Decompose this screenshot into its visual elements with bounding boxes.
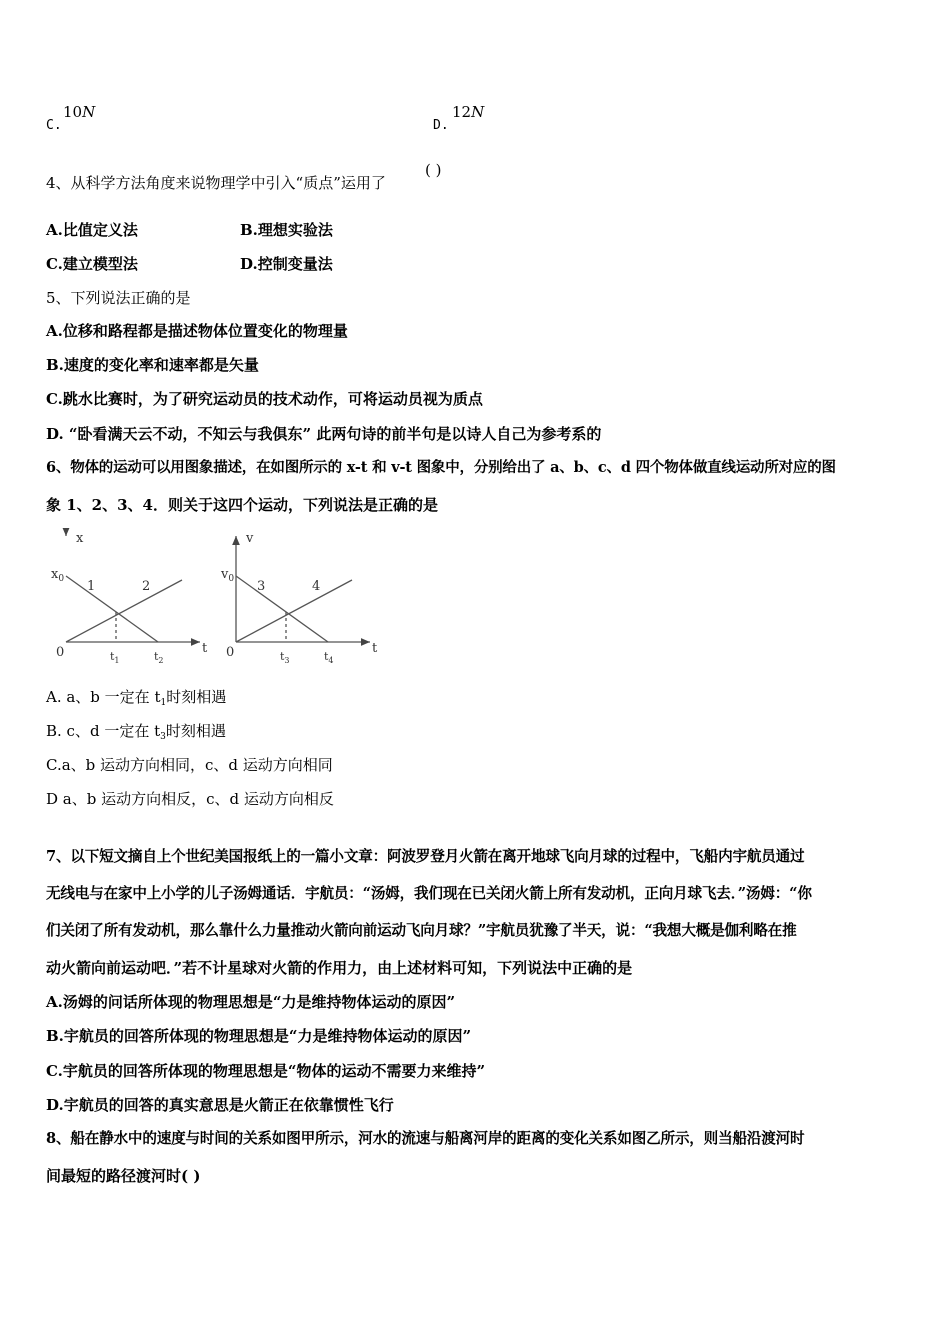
q6-option-d: D a、b 运动方向相反，c、d 运动方向相反 bbox=[46, 790, 334, 808]
q7-paragraph-line1: 7、以下短文摘自上个世纪美国报纸上的一篇小文章：阿波罗登月火箭在离开地球飞向月球的过程中，飞船内宇航员通过 bbox=[46, 848, 805, 865]
q7-option-a: A.汤姆的问话所体现的物理思想是“力是维持物体运动的原因” bbox=[46, 993, 456, 1011]
x-t-t2-label: $t_2$ bbox=[154, 650, 164, 665]
q4-stem: 4、从科学方法角度来说物理学中引入“质点”运用了 bbox=[46, 174, 386, 192]
q3-option-c: C. bbox=[46, 118, 62, 133]
v-t-line-4-label: 4 bbox=[312, 579, 321, 594]
q7-paragraph-line3: 们关闭了所有发动机，那么靠什么力量推动火箭向前运动飞向月球？”宇航员犹豫了半天，说：“我想大概是伽利略在推 bbox=[46, 922, 797, 939]
q6-stem-line2: 象 1、2、3、4．则关于这四个运动，下列说法是正确的是 bbox=[46, 496, 438, 514]
q4-option-a: A.比值定义法 bbox=[46, 221, 138, 239]
q7-option-b: B.宇航员的回答所体现的物理思想是“力是维持物体运动的原因” bbox=[46, 1027, 472, 1045]
x-t-origin-label: 0 bbox=[56, 645, 65, 660]
x-t-line-2 bbox=[66, 580, 182, 642]
q7-option-d: D.宇航员的回答的真实意思是火箭正在依靠惯性飞行 bbox=[46, 1096, 394, 1114]
q4-option-b: B.理想实验法 bbox=[240, 221, 333, 239]
q5-option-c: C.跳水比赛时，为了研究运动员的技术动作，可将运动员视为质点 bbox=[46, 390, 483, 408]
q5-stem: 5、下列说法正确的是 bbox=[46, 289, 191, 307]
x-t-t1-label: $t_1$ bbox=[110, 650, 120, 665]
x-t-y0-label: $x_0$ bbox=[51, 567, 65, 584]
q7-paragraph-line2: 无线电与在家中上小学的儿子汤姆通话．宇航员：“汤姆，我们现在已关闭火箭上所有发动机，正向月球飞去．”汤姆：“你 bbox=[46, 885, 812, 902]
x-t-axis-x-label: t bbox=[202, 641, 208, 656]
v-t-axis-y-label: v bbox=[246, 531, 254, 546]
q3-option-d-value: 12N bbox=[452, 103, 485, 121]
v-t-t4-label: $t_4$ bbox=[324, 650, 334, 665]
q4-option-d: D.控制变量法 bbox=[240, 255, 333, 273]
q3-option-c-value: 10N bbox=[63, 103, 96, 121]
q6-option-a: A. a、b 一定在 $t_1$时刻相遇 bbox=[46, 688, 227, 708]
q7-option-c: C.宇航员的回答所体现的物理思想是“物体的运动不需要力来维持” bbox=[46, 1062, 486, 1080]
q4-option-c: C.建立模型法 bbox=[46, 255, 138, 273]
x-t-line-1-label: 1 bbox=[87, 579, 96, 594]
motion-graphs bbox=[40, 528, 400, 668]
q7-paragraph-line4: 动火箭向前运动吧．”若不计星球对火箭的作用力，由上述材料可知，下列说法中正确的是 bbox=[46, 959, 633, 977]
v-t-line-4 bbox=[236, 580, 352, 642]
q8-paragraph-line2: 间最短的路径渡河时( ) bbox=[46, 1167, 201, 1185]
v-t-y0-label: $v_0$ bbox=[221, 567, 235, 584]
v-t-t3-label: $t_3$ bbox=[280, 650, 290, 665]
v-t-origin-label: 0 bbox=[226, 645, 235, 660]
q6-option-b: B. c、d 一定在 $t_3$时刻相遇 bbox=[46, 722, 226, 742]
q5-option-a: A.位移和路程都是描述物体位置变化的物理量 bbox=[46, 322, 348, 340]
q3-option-d: D. bbox=[433, 118, 449, 133]
q5-option-d: D. “卧看满天云不动，不知云与我俱东” 此两句诗的前半句是以诗人自己为参考系的 bbox=[46, 425, 602, 443]
q4-bracket: ( ) bbox=[425, 161, 442, 179]
v-t-line-3-label: 3 bbox=[257, 579, 266, 594]
q8-paragraph-line1: 8、船在静水中的速度与时间的关系如图甲所示，河水的流速与船离河岸的距离的变化关系如图乙所示，则当船沿渡河时 bbox=[46, 1130, 805, 1147]
v-t-axis-x-label: t bbox=[372, 641, 378, 656]
x-t-line-2-label: 2 bbox=[142, 579, 151, 594]
q6-stem-line1: 6、物体的运动可以用图象描述，在如图所示的 x-t 和 v-t 图象中，分别给出了 a、b、c、d 四个物体做直线运动所对应的图 bbox=[46, 459, 836, 476]
q5-option-b: B.速度的变化率和速率都是矢量 bbox=[46, 356, 259, 374]
q6-option-c: C.a、b 运动方向相同，c、d 运动方向相同 bbox=[46, 756, 333, 774]
x-t-axis-y-label: x bbox=[76, 531, 84, 546]
